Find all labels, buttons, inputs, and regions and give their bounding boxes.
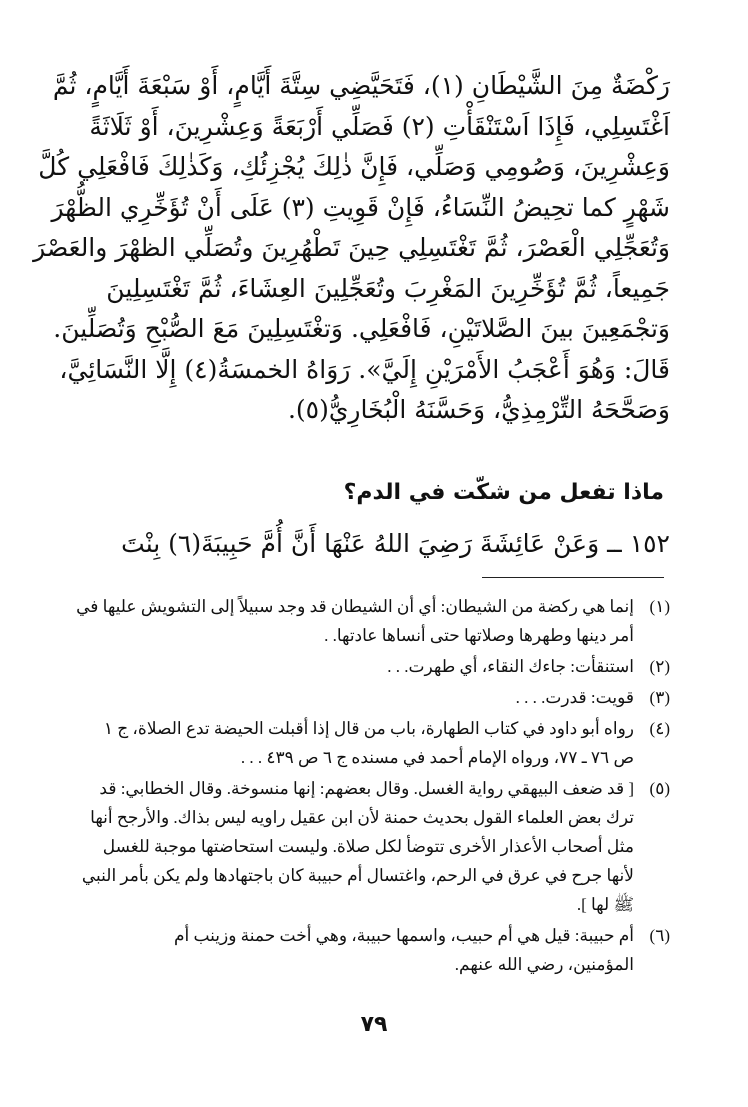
footnote-number: (٢) bbox=[649, 657, 670, 676]
footnote-5 bbox=[81, 774, 670, 919]
footnote-number: (٤) bbox=[649, 719, 670, 738]
body-line: شَهْرٍ كما تحِيضُ النِّسَاءُ، فَإِنْ قَوِيتِ (٣) عَلَى أَنْ تُؤَخِّرِي الظُّهْرَ bbox=[51, 192, 670, 222]
footnote-line: استنقأت: جاءك النقاء، أي طهرت. . . bbox=[387, 657, 634, 676]
footnote-number: (٣) bbox=[649, 688, 670, 707]
body-line: رَكْضَةٌ مِنَ الشَّيْطَانِ (١)، فَتَحَيَّضِي سِتَّةَ أَيَّامٍ، أَوْ سَبْعَةَ أَيَّامٍ، ثُمَّ bbox=[52, 71, 670, 100]
footnote-line: المؤمنين، رضي الله عنهم. bbox=[454, 955, 634, 974]
body-line: وَعِشْرِينَ، وَصُومِي وَصَلِّي، فَإِنَّ ذٰلِكَ يُجْزِئُكِ، وَكَذٰلِكَ فَافْعَلِي كُلَّ bbox=[38, 152, 670, 181]
body-line: جَمِيعاً، ثُمَّ تُؤَخِّرِينَ المَغْرِبَ وتُعَجِّلِينَ العِشَاءَ، ثُمَّ تَغْتَسِلِينَ bbox=[106, 273, 670, 303]
footnote-2 bbox=[96, 652, 670, 681]
footnote-line: [ قد ضعف البيهقي رواية الغسل. وقال بعضهم: إنها منسوخة. وقال الخطابي: قد bbox=[99, 779, 634, 798]
footnote-line: ﷺ لها ]. bbox=[576, 895, 634, 914]
footnote-line: رواه أبو داود في كتاب الطهارة، باب من قال إذا أقبلت الحيضة تدع الصلاة، ج ١ bbox=[103, 719, 634, 738]
footnote-line: ترك بعض العلماء القول بحديث حمنة لأن ابن عقيل راويه ليس بذاك. والأرجح أنها bbox=[90, 808, 634, 827]
hadith-body-text bbox=[33, 66, 670, 431]
footnote-line: أمر دينها وطهرها وصلاتها حتى أنساها عادتها. . bbox=[324, 626, 634, 645]
footnote-line: أم حبيبة: قيل هي أم حبيب، واسمها حبيبة، وهي أخت حمنة وزينب أم bbox=[173, 926, 634, 945]
footnote-6 bbox=[96, 921, 670, 979]
hadith-152-opening: ١٥٢ ــ وَعَنْ عَائِشَةَ رَضِيَ اللهُ عَنْهَا أَنَّ أُمَّ حَبِيبَةَ(٦) بِنْتَ bbox=[121, 529, 670, 558]
body-line: وَتجْمَعِينَ بينَ الصَّلاتَيْنِ، فَافْعَلِي. وَتغْتَسِلِينَ مَعَ الصُّبْحِ وَتُصَلِّينَ. bbox=[53, 314, 670, 343]
footnote-separator bbox=[482, 577, 664, 578]
section-heading: ماذا تفعل من شكّت في الدم؟ bbox=[343, 480, 664, 505]
footnote-line: مثل أصحاب الأعذار الأخرى تتوضأ لكل صلاة. وليست استحاضتها موجبة للغسل bbox=[102, 837, 634, 856]
body-line: اَغْتَسِلِي، فَإِذَا اَسْتَنْقَأْتِ (٢) فَصَلِّي أَرْبَعَةً وَعِشْرِينَ، أَوْ ثَلَاثَةً bbox=[89, 111, 670, 141]
body-line: وَتُعَجِّلِي الْعَصْرَ، ثُمَّ تَغْتَسِلِي حِينَ تَطْهُرِينَ وتُصَلِّي الظهْرَ والعَصْرَ bbox=[33, 233, 670, 262]
footnote-line: ص ٧٦ ـ ٧٧، ورواه الإمام أحمد في مسنده ج ٦ ص ٤٣٩ . . . bbox=[240, 748, 634, 767]
body-line: وَصَحَّحَهُ التِّرْمِذِيُّ، وَحَسَّنَهُ الْبُخَارِيُّ(٥). bbox=[287, 395, 670, 424]
footnote-number: (١) bbox=[649, 597, 670, 616]
footnote-line: إنما هي ركضة من الشيطان: أي أن الشيطان قد وجد سبيلاً إلى التشويش عليها في bbox=[76, 597, 634, 616]
footnote-4 bbox=[96, 714, 670, 772]
footnote-line: لأنها جرح في عرق في الرحم، واغتسال أم حبيبة كان باجتهادها ولم يكن بأمر النبي bbox=[81, 866, 634, 885]
footnote-number: (٦) bbox=[649, 926, 670, 945]
footnote-3 bbox=[96, 683, 670, 712]
footnote-line: قويت: قدرت. . . . bbox=[515, 688, 634, 707]
footnote-1 bbox=[76, 592, 670, 650]
footnotes-list bbox=[76, 592, 670, 981]
page-number: ٧٩ bbox=[360, 1012, 388, 1037]
footnote-number: (٥) bbox=[649, 779, 670, 798]
body-line: قَالَ: وَهُوَ أَعْجَبُ الأَمْرَيْنِ إِلَيَّ». رَوَاهُ الخمسَةُ(٤) إِلَّا النَّسَائِيَّ، bbox=[59, 354, 670, 384]
